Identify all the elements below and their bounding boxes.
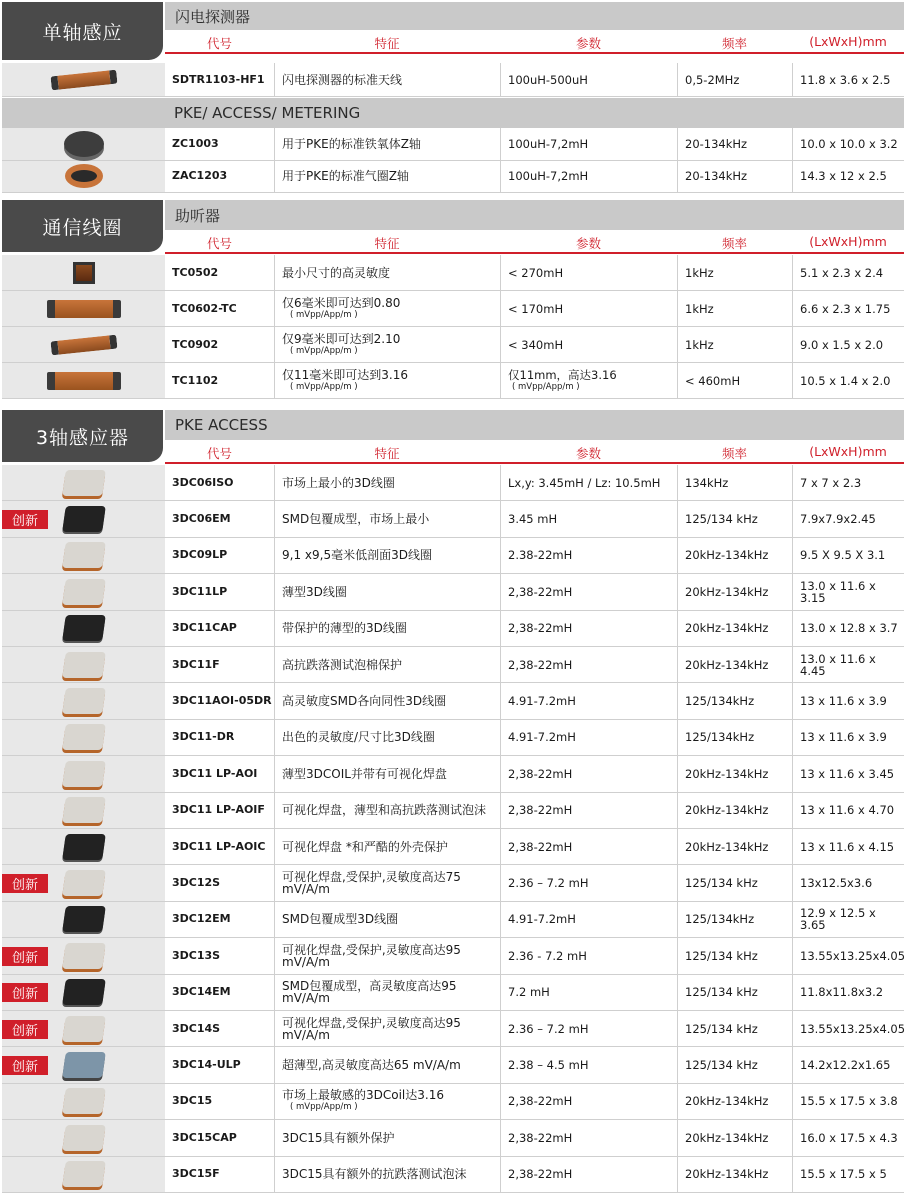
product-parameter: 100uH-7,2mH xyxy=(500,161,677,193)
product-parameter: 2.38-22mH xyxy=(500,538,677,573)
column-header-dim: (LxWxH)mm xyxy=(809,444,887,459)
product-image xyxy=(2,829,165,864)
product-feature: 可视化焊盘，薄型和高抗跌落测试泡沫 xyxy=(274,793,500,828)
component-icon xyxy=(50,334,117,355)
new-badge: 创新 xyxy=(2,874,48,893)
feature-unit: ( mVpp/App/m ) xyxy=(290,1102,358,1113)
column-header-dim: (LxWxH)mm xyxy=(809,234,887,249)
subsection-title: 闪电探测器 xyxy=(165,2,904,30)
column-header-feature: 特征 xyxy=(374,236,400,251)
feature-unit: ( mVpp/App/m ) xyxy=(290,309,358,320)
product-frequency: 20kHz-134kHz xyxy=(677,1120,792,1155)
product-frequency: 1kHz xyxy=(677,327,792,362)
product-code: 3DC15 xyxy=(172,1094,213,1108)
product-frequency: 125/134 kHz xyxy=(677,501,792,536)
table-row xyxy=(2,865,904,901)
product-code: 3DC11AOI-05DR xyxy=(172,694,272,708)
product-dimensions: 13 x 11.6 x 3.45 xyxy=(792,756,904,791)
param-unit: ( mVpp/App/m ) xyxy=(512,381,580,392)
product-feature: 3DC15具有额外保护 xyxy=(274,1120,500,1155)
product-parameter: 2,38-22mH xyxy=(500,1120,677,1155)
product-image xyxy=(2,574,165,609)
product-feature: 最小尺寸的高灵敏度 xyxy=(274,255,500,290)
product-parameter: < 340mH xyxy=(500,327,677,362)
product-dimensions: 13.0 x 11.6 x 3.15 xyxy=(792,574,904,609)
column-header-param: 参数 xyxy=(575,236,601,251)
table-row xyxy=(2,720,904,756)
component-icon xyxy=(62,1016,106,1042)
product-feature: SMD包覆成型，高灵敏度高达95 mV/A/m xyxy=(274,975,500,1010)
product-frequency: < 460mH xyxy=(677,363,792,398)
product-dimensions: 13.0 x 11.6 x 4.45 xyxy=(792,647,904,682)
product-parameter: 2,38-22mH xyxy=(500,1084,677,1119)
product-frequency: 125/134 kHz xyxy=(677,1011,792,1046)
product-image xyxy=(2,465,165,500)
feature-unit: ( mVpp/App/m ) xyxy=(290,381,358,392)
product-feature xyxy=(274,291,500,326)
component-icon xyxy=(62,761,106,787)
product-image xyxy=(2,647,165,682)
product-dimensions: 13 x 11.6 x 3.9 xyxy=(792,720,904,755)
section-title: 单轴感应 xyxy=(2,2,163,60)
table-row xyxy=(2,902,904,938)
table-row xyxy=(2,327,904,363)
subsection-title: PKE/ ACCESS/ METERING xyxy=(2,98,904,128)
product-parameter: 2.36 - 7.2 mH xyxy=(500,938,677,973)
product-code: TC0902 xyxy=(172,337,219,351)
product-feature: 带保护的薄型的3D线圈 xyxy=(274,611,500,646)
new-badge: 创新 xyxy=(2,510,48,529)
component-icon xyxy=(62,1052,106,1078)
product-dimensions: 14.3 x 12 x 2.5 xyxy=(792,161,904,193)
product-parameter: 2,38-22mH xyxy=(500,647,677,682)
product-feature: 薄型3D线圈 xyxy=(274,574,500,609)
table-row xyxy=(2,291,904,327)
product-frequency: 125/134 kHz xyxy=(677,1047,792,1082)
new-badge: 创新 xyxy=(2,1020,48,1039)
product-frequency: 20kHz-134kHz xyxy=(677,1157,792,1192)
product-image xyxy=(2,1120,165,1155)
product-parameter: 2,38-22mH xyxy=(500,829,677,864)
table-row xyxy=(2,465,904,501)
component-icon xyxy=(62,943,106,969)
product-code: 3DC14EM xyxy=(172,985,231,999)
product-feature: 用于PKE的标准气圈Z轴 xyxy=(274,161,500,193)
product-code: 3DC06ISO xyxy=(172,475,234,489)
product-dimensions: 10.5 x 1.4 x 2.0 xyxy=(792,363,904,398)
product-dimensions: 15.5 x 17.5 x 3.8 xyxy=(792,1084,904,1119)
product-dimensions: 7 x 7 x 2.3 xyxy=(792,465,904,500)
component-icon xyxy=(62,615,106,641)
component-icon xyxy=(62,542,106,568)
product-feature xyxy=(274,363,500,398)
product-code: 3DC11-DR xyxy=(172,730,235,744)
component-icon xyxy=(62,979,106,1005)
subsection-title: PKE ACCESS xyxy=(165,410,904,440)
product-feature: SMD包覆成型3D线圈 xyxy=(274,902,500,937)
product-feature: 可视化焊盘,受保护,灵敏度高达75 mV/A/m xyxy=(274,865,500,900)
new-badge: 创新 xyxy=(2,1056,48,1075)
component-icon xyxy=(50,69,117,90)
product-parameter: 2.38 – 4.5 mH xyxy=(500,1047,677,1082)
product-feature: 高抗跌落测试泡棉保护 xyxy=(274,647,500,682)
param-text: 仅11mm，高达3.16 xyxy=(508,367,617,382)
table-row xyxy=(2,1157,904,1193)
product-dimensions: 13 x 11.6 x 4.15 xyxy=(792,829,904,864)
component-icon xyxy=(62,470,106,496)
product-image xyxy=(2,255,165,290)
product-feature: 9,1 x9,5毫米低剖面3D线圈 xyxy=(274,538,500,573)
component-icon xyxy=(62,797,106,823)
product-code: 3DC09LP xyxy=(172,548,228,562)
product-feature: 用于PKE的标准铁氧体Z轴 xyxy=(274,128,500,160)
table-row xyxy=(2,128,904,161)
product-image xyxy=(2,611,165,646)
product-parameter: 100uH-500uH xyxy=(500,63,677,96)
product-code: TC0602-TC xyxy=(172,301,237,315)
table-row xyxy=(2,161,904,194)
product-frequency: 134kHz xyxy=(677,465,792,500)
table-row xyxy=(2,793,904,829)
product-parameter: 2,38-22mH xyxy=(500,1157,677,1192)
product-image xyxy=(2,327,165,362)
product-dimensions: 13.0 x 12.8 x 3.7 xyxy=(792,611,904,646)
product-parameter: 4.91-7.2mH xyxy=(500,720,677,755)
product-feature: 薄型3DCOIL并带有可视化焊盘 xyxy=(274,756,500,791)
product-dimensions: 12.9 x 12.5 x 3.65 xyxy=(792,902,904,937)
product-code: 3DC12EM xyxy=(172,912,231,926)
product-dimensions: 5.1 x 2.3 x 2.4 xyxy=(792,255,904,290)
product-dimensions: 10.0 x 10.0 x 3.2 xyxy=(792,128,904,160)
product-frequency: 1kHz xyxy=(677,291,792,326)
component-icon xyxy=(47,300,121,318)
product-frequency: 20kHz-134kHz xyxy=(677,1084,792,1119)
product-parameter: < 170mH xyxy=(500,291,677,326)
product-image xyxy=(2,291,165,326)
product-frequency: 125/134kHz xyxy=(677,902,792,937)
product-parameter: 4.91-7.2mH xyxy=(500,683,677,718)
table-row xyxy=(2,63,904,97)
new-badge: 创新 xyxy=(2,947,48,966)
column-header-dim: (LxWxH)mm xyxy=(809,34,887,49)
table-row xyxy=(2,611,904,647)
product-dimensions: 13x12.5x3.6 xyxy=(792,865,904,900)
product-image xyxy=(2,363,165,398)
product-code: 3DC11 LP-AOI xyxy=(172,766,258,780)
product-code: 3DC11CAP xyxy=(172,621,237,635)
product-image xyxy=(2,902,165,937)
product-code: 3DC11 LP-AOIC xyxy=(172,839,266,853)
product-code: 3DC15CAP xyxy=(172,1130,237,1144)
column-header-param: 参数 xyxy=(575,446,601,461)
product-code: 3DC11 LP-AOIF xyxy=(172,803,265,817)
product-feature: 闪电探测器的标准天线 xyxy=(274,63,500,96)
table-row xyxy=(2,683,904,719)
product-feature: 超薄型,高灵敏度高达65 mV/A/m xyxy=(274,1047,500,1082)
feature-text: 仅11毫米即可达到3.16 xyxy=(282,367,408,382)
column-header-freq: 频率 xyxy=(721,446,747,461)
product-feature: 3DC15具有额外的抗跌落测试泡沫 xyxy=(274,1157,500,1192)
component-icon xyxy=(62,579,106,605)
product-dimensions: 14.2x12.2x1.65 xyxy=(792,1047,904,1082)
product-frequency: 20kHz-134kHz xyxy=(677,538,792,573)
product-image xyxy=(2,63,165,96)
table-row xyxy=(2,501,904,537)
product-dimensions: 9.0 x 1.5 x 2.0 xyxy=(792,327,904,362)
product-dimensions: 16.0 x 17.5 x 4.3 xyxy=(792,1120,904,1155)
product-feature: 可视化焊盘,受保护,灵敏度高达95 mV/A/m xyxy=(274,938,500,973)
component-icon xyxy=(62,906,106,932)
product-feature: SMD包覆成型，市场上最小 xyxy=(274,501,500,536)
table-row xyxy=(2,829,904,865)
new-badge: 创新 xyxy=(2,983,48,1002)
table-row xyxy=(2,756,904,792)
column-header-row xyxy=(165,232,904,254)
product-image xyxy=(2,720,165,755)
table-row xyxy=(2,1011,904,1047)
product-parameter: 2,38-22mH xyxy=(500,574,677,609)
product-parameter: 2,38-22mH xyxy=(500,611,677,646)
product-parameter xyxy=(500,363,677,398)
product-code: 3DC12S xyxy=(172,876,221,890)
feature-text: 市场上最敏感的3DCoil达3.16 xyxy=(282,1088,444,1103)
feature-text: 仅9毫米即可达到2.10 xyxy=(282,331,401,346)
column-header-freq: 频率 xyxy=(721,236,747,251)
component-icon xyxy=(62,1125,106,1151)
product-frequency: 125/134kHz xyxy=(677,720,792,755)
product-frequency: 20kHz-134kHz xyxy=(677,829,792,864)
column-header-param: 参数 xyxy=(575,36,601,51)
product-code: 3DC15F xyxy=(172,1167,220,1181)
product-code: TC0502 xyxy=(172,265,219,279)
product-frequency: 0,5-2MHz xyxy=(677,63,792,96)
product-code: 3DC13S xyxy=(172,948,221,962)
product-dimensions: 13 x 11.6 x 4.70 xyxy=(792,793,904,828)
product-feature: 出色的灵敏度/尺寸比3D线圈 xyxy=(274,720,500,755)
component-icon xyxy=(47,372,121,390)
column-header-feature: 特征 xyxy=(374,36,400,51)
product-dimensions: 11.8 x 3.6 x 2.5 xyxy=(792,63,904,96)
product-frequency: 1kHz xyxy=(677,255,792,290)
table-row xyxy=(2,1084,904,1120)
product-image xyxy=(2,683,165,718)
component-icon xyxy=(64,131,104,157)
product-parameter: 100uH-7,2mH xyxy=(500,128,677,160)
product-parameter: Lx,y: 3.45mH / Lz: 10.5mH xyxy=(500,465,677,500)
component-icon xyxy=(62,834,106,860)
component-icon xyxy=(62,724,106,750)
product-frequency: 20kHz-134kHz xyxy=(677,793,792,828)
subsection-title: 助听器 xyxy=(165,200,904,230)
product-frequency: 125/134kHz xyxy=(677,683,792,718)
product-code: ZAC1203 xyxy=(172,169,228,183)
table-row xyxy=(2,255,904,291)
product-image xyxy=(2,128,165,160)
section-title: 3轴感应器 xyxy=(2,410,163,462)
product-frequency: 20-134kHz xyxy=(677,128,792,160)
product-image xyxy=(2,161,165,193)
component-icon xyxy=(62,506,106,532)
product-frequency: 20kHz-134kHz xyxy=(677,611,792,646)
component-icon xyxy=(73,262,95,284)
product-image xyxy=(2,1157,165,1192)
column-header-row xyxy=(165,32,904,54)
column-header-code: 代号 xyxy=(206,36,232,51)
product-code: 3DC14S xyxy=(172,1021,221,1035)
feature-text: 仅6毫米即可达到0.80 xyxy=(282,295,401,310)
product-parameter: 2,38-22mH xyxy=(500,756,677,791)
product-parameter: 2.36 – 7.2 mH xyxy=(500,865,677,900)
table-row xyxy=(2,938,904,974)
component-icon xyxy=(62,652,106,678)
product-frequency: 20kHz-134kHz xyxy=(677,756,792,791)
table-row xyxy=(2,1120,904,1156)
product-image xyxy=(2,538,165,573)
product-feature: 高灵敏度SMD各向同性3D线圈 xyxy=(274,683,500,718)
product-code: SDTR1103-HF1 xyxy=(172,72,265,86)
component-icon xyxy=(62,870,106,896)
column-header-code: 代号 xyxy=(206,446,232,461)
feature-unit: ( mVpp/App/m ) xyxy=(290,345,358,356)
product-dimensions: 13.55x13.25x4.05 xyxy=(792,1011,904,1046)
product-feature xyxy=(274,327,500,362)
product-code: ZC1003 xyxy=(172,136,219,150)
component-icon xyxy=(65,164,103,188)
product-frequency: 20kHz-134kHz xyxy=(677,574,792,609)
product-feature: 市场上最小的3D线圈 xyxy=(274,465,500,500)
table-row xyxy=(2,647,904,683)
column-header-freq: 频率 xyxy=(721,36,747,51)
product-dimensions: 6.6 x 2.3 x 1.75 xyxy=(792,291,904,326)
column-header-feature: 特征 xyxy=(374,446,400,461)
product-frequency: 125/134 kHz xyxy=(677,975,792,1010)
product-frequency: 20-134kHz xyxy=(677,161,792,193)
product-code: 3DC14-ULP xyxy=(172,1058,241,1072)
product-feature: 可视化焊盘 *和严酷的外壳保护 xyxy=(274,829,500,864)
component-icon xyxy=(62,1088,106,1114)
product-code: 3DC11F xyxy=(172,657,220,671)
product-parameter: 2,38-22mH xyxy=(500,793,677,828)
table-row xyxy=(2,574,904,610)
product-image xyxy=(2,793,165,828)
product-dimensions: 15.5 x 17.5 x 5 xyxy=(792,1157,904,1192)
product-frequency: 20kHz-134kHz xyxy=(677,647,792,682)
table-row xyxy=(2,363,904,399)
product-feature: 可视化焊盘,受保护,灵敏度高达95 mV/A/m xyxy=(274,1011,500,1046)
product-frequency: 125/134 kHz xyxy=(677,865,792,900)
component-icon xyxy=(62,688,106,714)
product-code: TC1102 xyxy=(172,373,219,387)
product-dimensions: 13 x 11.6 x 3.9 xyxy=(792,683,904,718)
product-parameter: 4.91-7.2mH xyxy=(500,902,677,937)
table-row xyxy=(2,538,904,574)
product-frequency: 125/134 kHz xyxy=(677,938,792,973)
product-parameter: 7.2 mH xyxy=(500,975,677,1010)
component-icon xyxy=(62,1161,106,1187)
product-image xyxy=(2,756,165,791)
product-feature xyxy=(274,1084,500,1119)
product-image xyxy=(2,1084,165,1119)
section-title: 通信线圈 xyxy=(2,200,163,252)
table-row xyxy=(2,975,904,1011)
table-row xyxy=(2,1047,904,1083)
column-header-code: 代号 xyxy=(206,236,232,251)
product-parameter: 3.45 mH xyxy=(500,501,677,536)
product-parameter: < 270mH xyxy=(500,255,677,290)
product-code: 3DC11LP xyxy=(172,584,228,598)
product-parameter: 2.36 – 7.2 mH xyxy=(500,1011,677,1046)
product-dimensions: 13.55x13.25x4.05 xyxy=(792,938,904,973)
product-dimensions: 7.9x7.9x2.45 xyxy=(792,501,904,536)
product-code: 3DC06EM xyxy=(172,512,231,526)
product-dimensions: 11.8x11.8x3.2 xyxy=(792,975,904,1010)
product-dimensions: 9.5 X 9.5 X 3.1 xyxy=(792,538,904,573)
column-header-row xyxy=(165,442,904,464)
